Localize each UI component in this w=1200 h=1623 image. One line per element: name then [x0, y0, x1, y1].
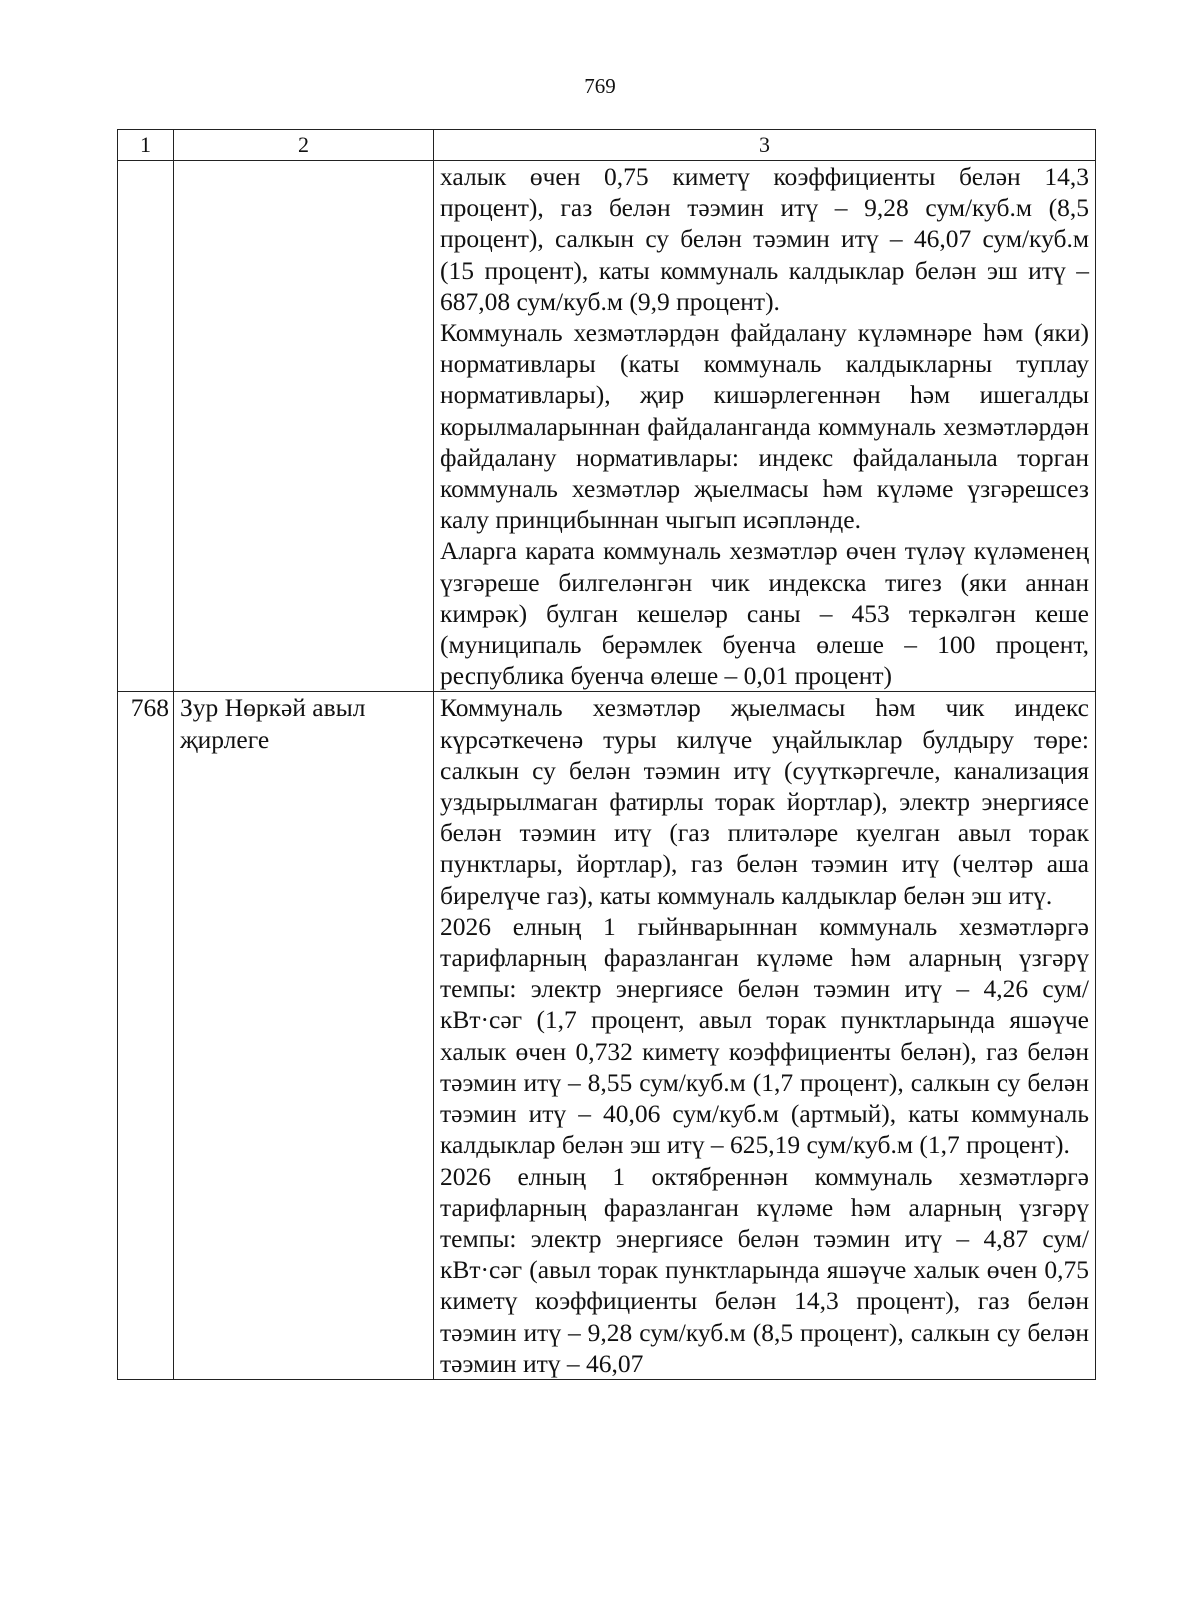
row-number: 768 [118, 692, 174, 1379]
header-cell-2: 2 [174, 130, 434, 161]
page-number: 769 [584, 74, 616, 98]
paragraph: Коммуналь хезмәтләр җыелмасы һәм чик индекс күрсәткеченә туры килүче уңайлыклар булдыру төре: салкын су белән тәэмин итү (суүткәргечле, канализация уздырылмаган фатирлы торак йортлар), электр энергиясе белән тәэмин итү (газ плитәләре куелган авыл торак пунктлары, йортлар), газ белән тәэмин итү (челтәр аша бирелүче газ), каты коммуналь калдыклар белән эш итү. [440, 693, 1089, 910]
table-row [118, 692, 1096, 1379]
row-number [118, 161, 174, 692]
paragraph: Коммуналь хезмәтләрдән файдалану күләмнәре һәм (яки) нормативлары (каты коммуналь калдыкларны туплау нормативлары), җир кишәрлегеннән һәм ишегалды корылмаларыннан файдаланганда коммуналь хезмәтләрдән файдалану нормативлары: индекс файдаланыла торган коммуналь хезмәтләр җыелмасы һәм күләме үзгәрешсез калу принцибыннан чыгып исәпләнде. [440, 318, 1089, 535]
settlement-name [174, 161, 434, 692]
table-header-row [118, 130, 1096, 161]
paragraph: Аларга карата коммуналь хезмәтләр өчен түләү күләменең үзгәреше билгеләнгән чик индекска тигез (яки аннан кимрәк) булган кешеләр саны – 453 теркәлгән кеше (муниципаль берәмлек буенча өлеше – 100 процент, республика буенча өлеше – 0,01 процент) [440, 536, 1089, 691]
paragraph: 2026 елның 1 октябреннән коммуналь хезмәтләргә тарифларның фаразланган күләме һәм аларның үзгәрү темпы: электр энергиясе белән тәэмин итү – 4,87 сум/кВт·сәг (авыл торак пунктларында яшәүче халык өчен 0,75 киметү коэффициенты белән 14,3 процент), газ белән тәэмин итү – 9,28 сум/куб.м (8,5 процент), салкын су белән тәэмин итү – 46,07 [440, 1161, 1089, 1378]
table-row [118, 161, 1096, 692]
header-cell-3: 3 [434, 130, 1096, 161]
row-description [434, 161, 1096, 692]
document-table [117, 129, 1096, 1380]
paragraph: халык өчен 0,75 киметү коэффициенты белән 14,3 процент), газ белән тәэмин итү – 9,28 сум/куб.м (8,5 процент), салкын су белән тәэмин итү – 46,07 сум/куб.м (15 процент), каты коммуналь калдыклар белән эш итү – 687,08 сум/куб.м (9,9 процент). [440, 162, 1089, 316]
paragraph: 2026 елның 1 гыйнварыннан коммуналь хезмәтләргә тарифларның фаразланган күләме һәм аларның үзгәрү темпы: электр энергиясе белән тәэмин итү – 4,26 сум/кВт·сәг (1,7 процент, авыл торак пунктларында яшәүче халык өчен 0,732 киметү коэффициенты белән), газ белән тәэмин итү – 8,55 сум/куб.м (1,7 процент), салкын су белән тәэмин итү – 40,06 сум/куб.м (артмый), каты коммуналь калдыклар белән эш итү – 625,19 сум/куб.м (1,7 процент). [440, 911, 1089, 1160]
header-cell-1: 1 [118, 130, 174, 161]
settlement-name: Зур Нөркәй авыл җирлеге [174, 692, 434, 1379]
row-description [434, 692, 1096, 1379]
